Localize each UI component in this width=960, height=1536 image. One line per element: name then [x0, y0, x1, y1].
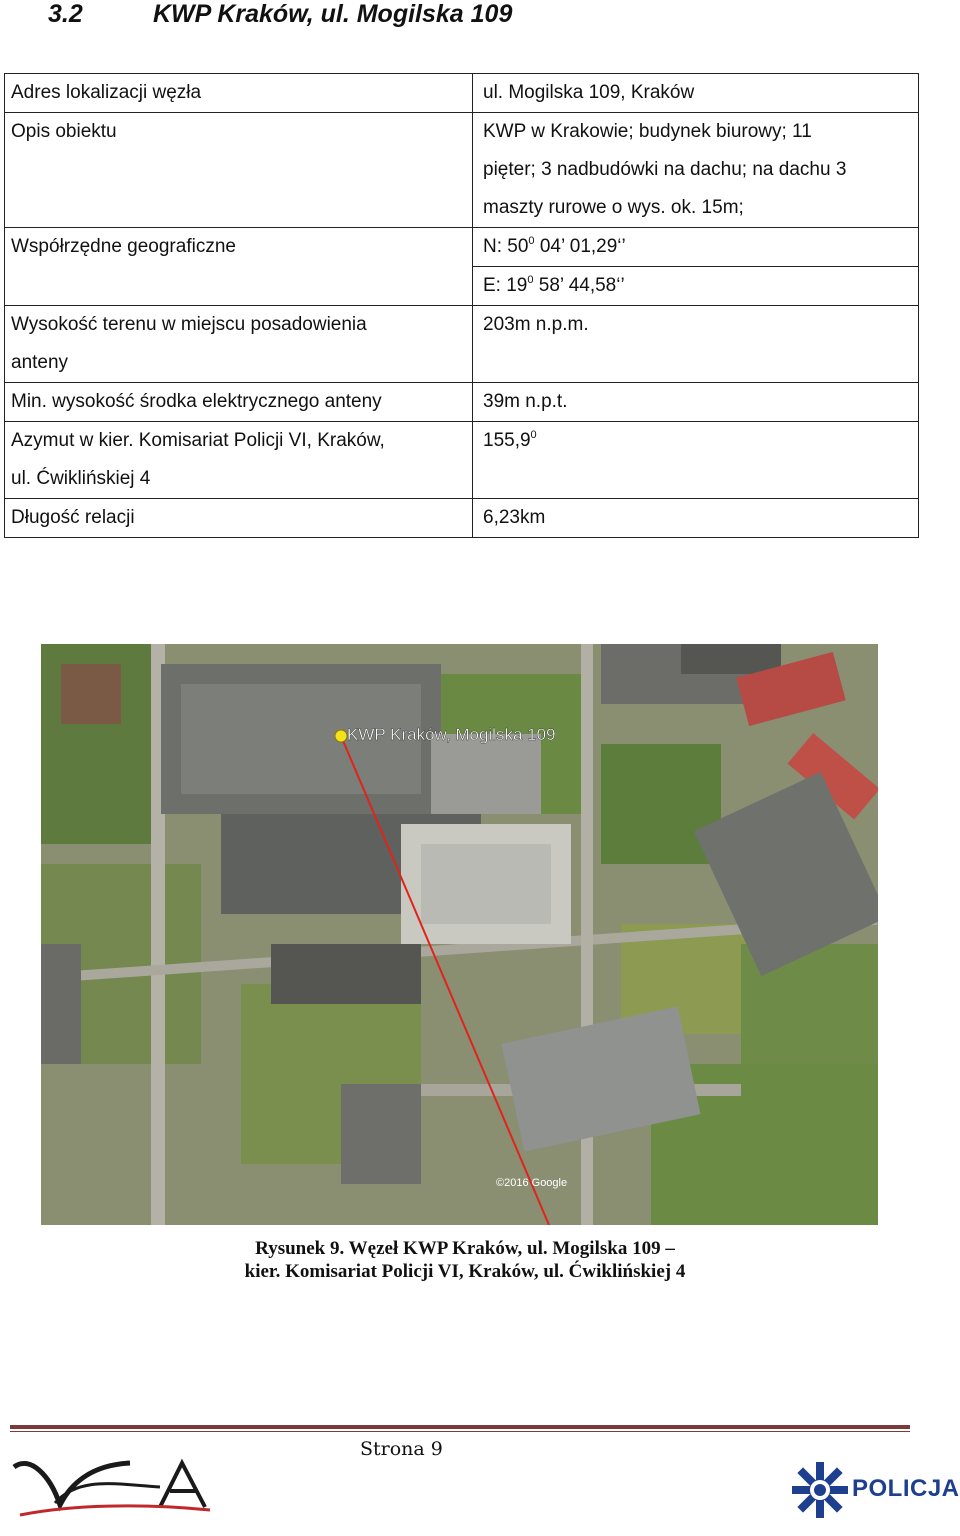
section-title: KWP Kraków, ul. Mogilska 109: [153, 0, 513, 28]
description-line: pięter; 3 nadbudówki na dachu; na dachu 3: [483, 159, 847, 180]
table-row: [5, 422, 919, 499]
node-info-table: [4, 73, 919, 538]
table-row: [5, 499, 919, 538]
coords-label: Współrzędne geograficzne: [5, 228, 473, 306]
venti-logo: [10, 1445, 220, 1525]
page-number: Strona 9: [360, 1438, 443, 1460]
length-label: Długość relacji: [5, 499, 473, 538]
elevation-value: 203m n.p.m.: [473, 306, 919, 383]
address-value: ul. Mogilska 109, Kraków: [473, 74, 919, 113]
map-copyright: ©2016 Google: [496, 1177, 568, 1189]
length-value: 6,23km: [473, 499, 919, 538]
coord-e: E: $19^0$ 58’ 44,58‘’: [473, 267, 919, 306]
figure-caption-line: kier. Komisariat Policji VI, Kraków, ul. Ćwiklińskiej 4: [244, 1261, 686, 1282]
azimuth-value: 155,9$^0$: [473, 422, 919, 499]
section-number: 3.2: [48, 0, 83, 28]
section-heading: [48, 0, 512, 29]
footer-rule: [10, 1425, 910, 1429]
azimuth-label: Azymut w kier. Komisariat Policji VI, Kraków, ul. Ćwiklińskiej 4: [5, 422, 473, 499]
table-row: [5, 383, 919, 422]
coord-n: N: $50^0$ 04’ 01,29‘’: [473, 228, 919, 267]
map-pin-label: KWP Kraków, Mogilska 109: [347, 725, 556, 744]
antenna-label: Min. wysokość środka elektrycznego anteny: [5, 383, 473, 422]
elevation-label: Wysokość terenu w miejscu posadowienia anteny: [5, 306, 473, 383]
aerial-map-image: [41, 644, 878, 1225]
policja-wordmark: POLICJA: [852, 1475, 960, 1502]
table-row: [5, 74, 919, 113]
antenna-value: 39m n.p.t.: [473, 383, 919, 422]
figure-caption-line: Rysunek 9. Węzeł KWP Kraków, ul. Mogilska 109 –: [255, 1238, 675, 1259]
table-row: [5, 228, 919, 267]
description-line: maszty rurowe o wys. ok. 15m;: [483, 197, 744, 218]
description-line: KWP w Krakowie; budynek biurowy; 11: [483, 121, 812, 142]
table-row: [5, 306, 919, 383]
table-row: [5, 113, 919, 228]
address-label: Adres lokalizacji węzła: [5, 74, 473, 113]
footer-rule: [10, 1431, 910, 1432]
location-pin-icon: [335, 730, 347, 742]
description-label: Opis obiektu: [5, 113, 473, 228]
police-star-icon: [790, 1460, 850, 1520]
description-value: [473, 113, 919, 228]
